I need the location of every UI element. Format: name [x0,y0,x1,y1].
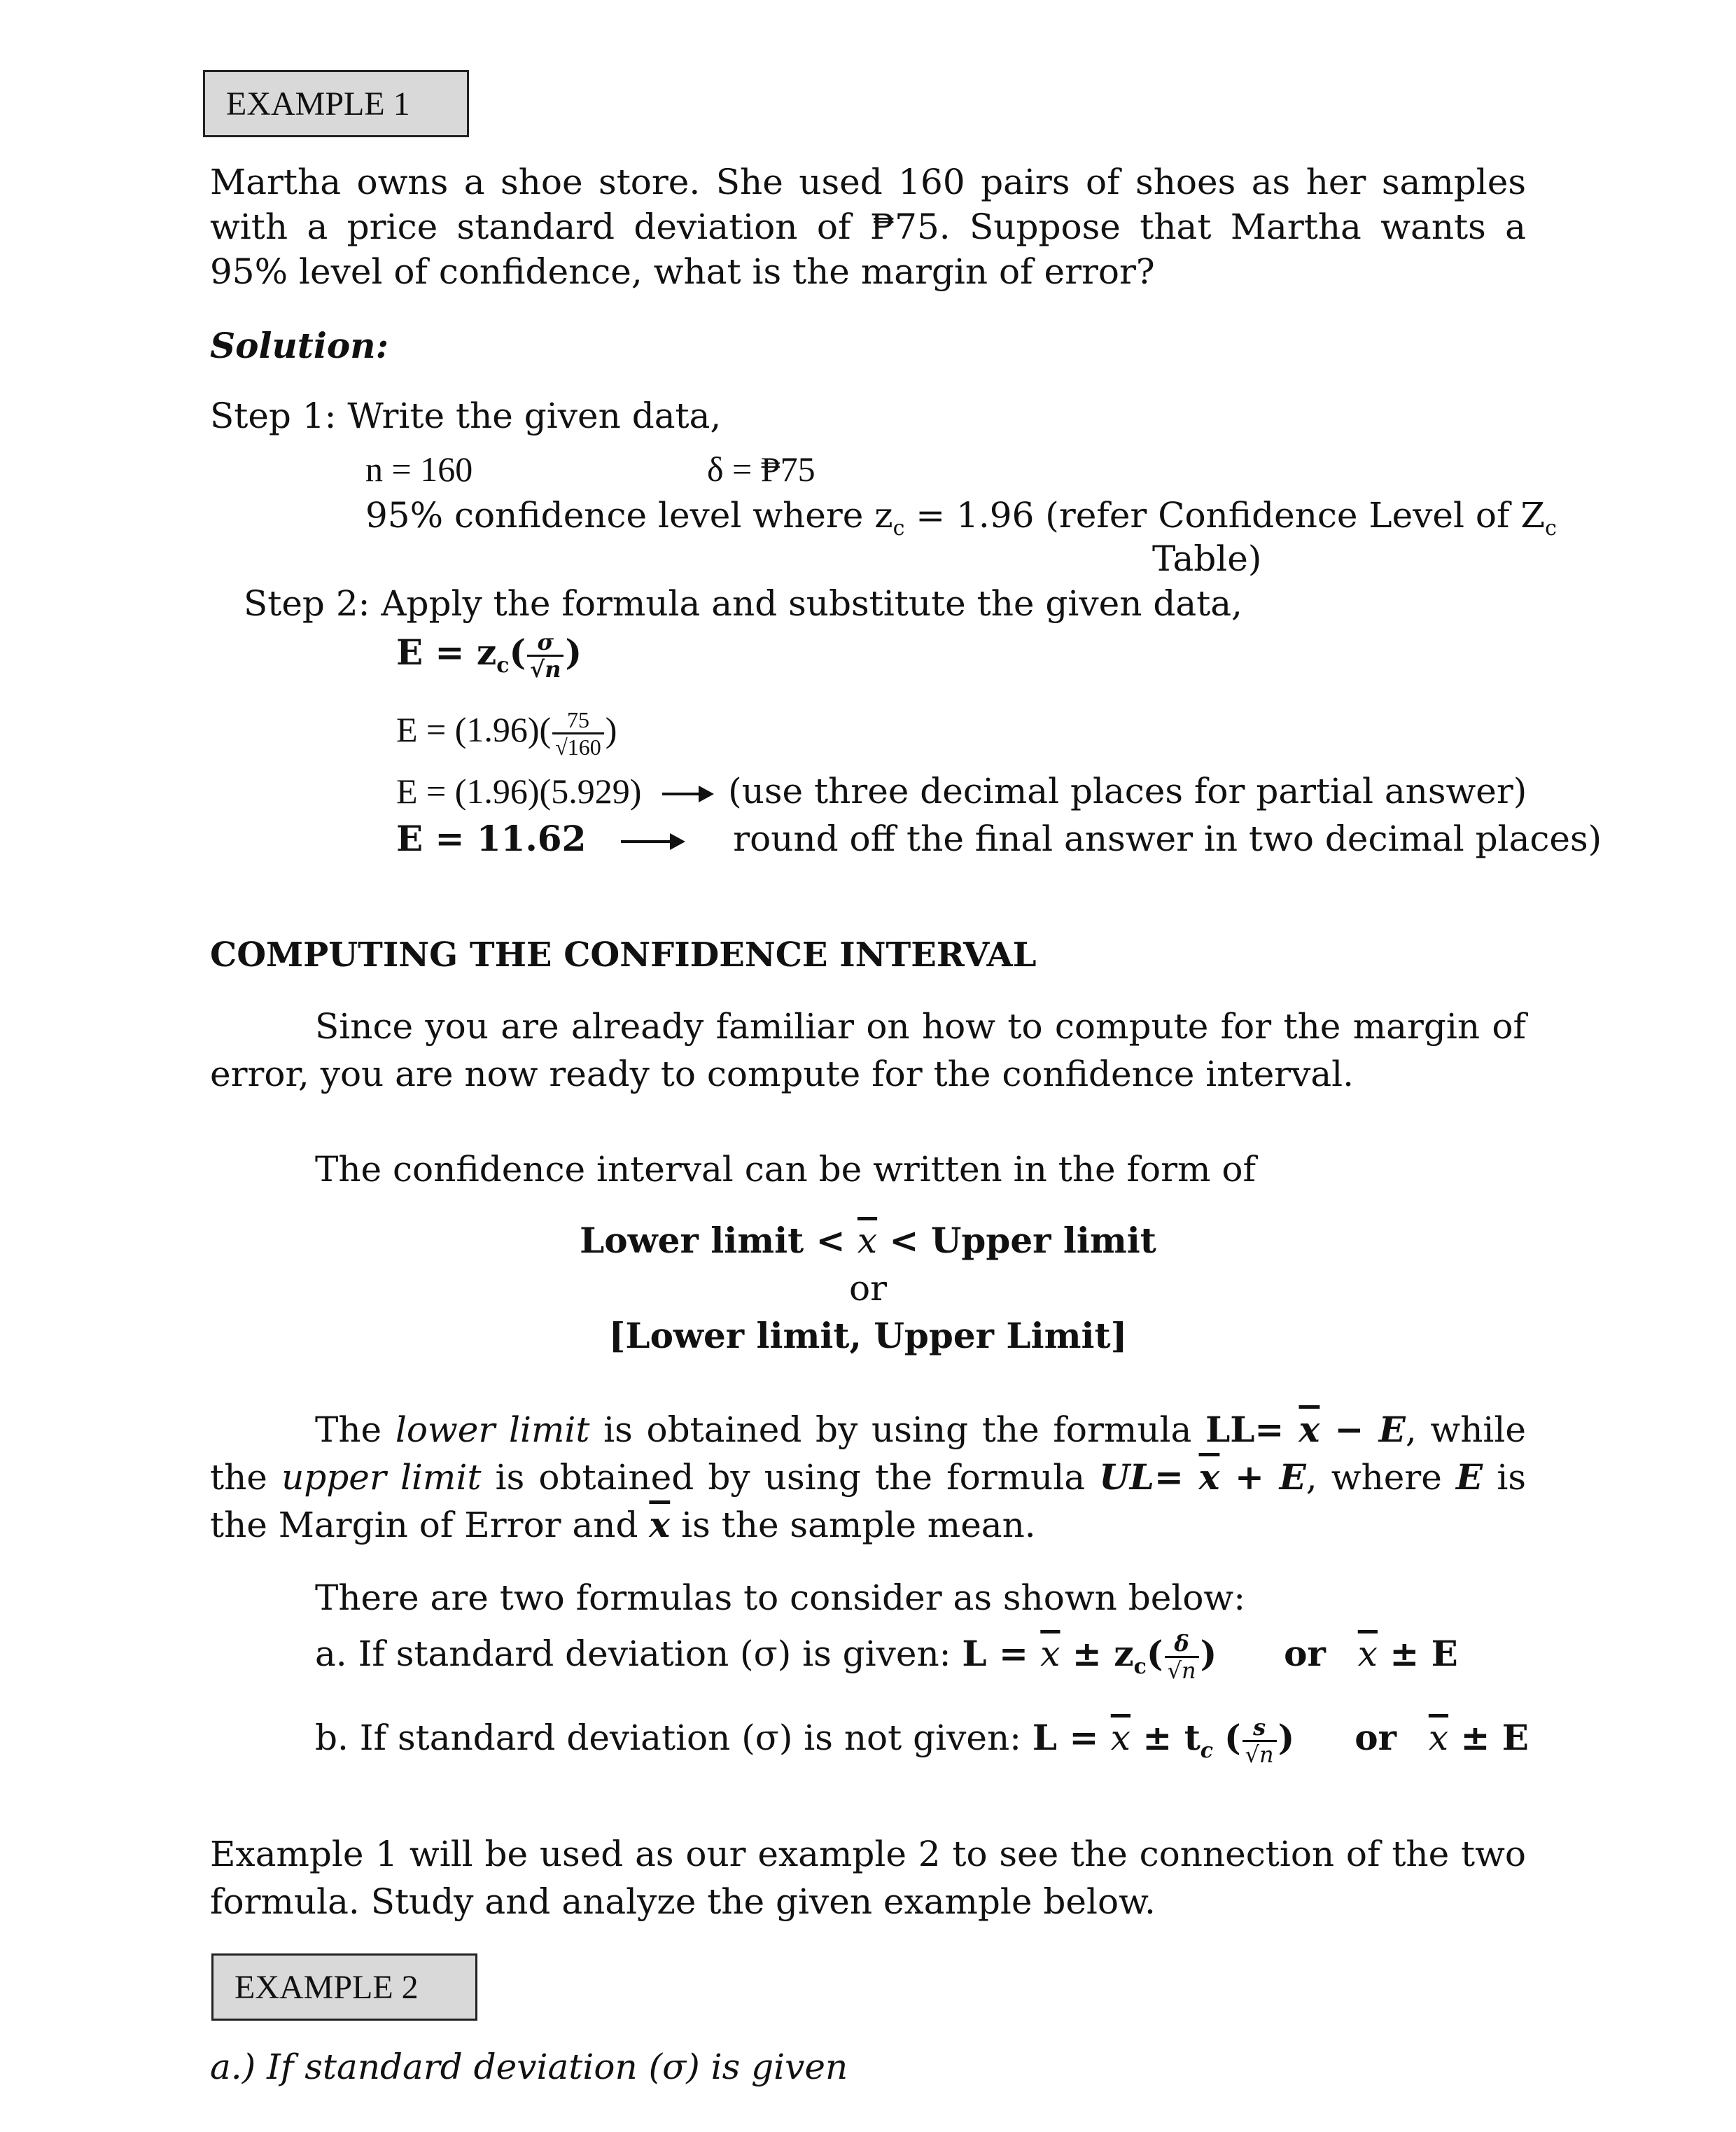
section-heading: COMPUTING THE CONFIDENCE INTERVAL [210,935,1037,975]
step1-n: n = 160 [365,450,473,489]
step2-title: Step 2: Apply the formula and substitute the given data, [244,583,1242,624]
ci-limits-paragraph: The lower limit is obtained by using the formula $LL= \overline{x} - E$, while the upper limit is obtained by using the formula $UL= \overline{x} + E$, where E is the Margin of Error and $\overline{x}$ is the sample mean. [210,1409,1526,1545]
example1-problem: Martha owns a shoe store. She used 160 pairs of shoes as her samples with a price standard deviation of ₱75. Suppose that Martha wants a 95% level of confidence, what is the margin of error? [210,162,1526,292]
ci-form-or: or [848,1268,887,1309]
step1-title: Step 1: Write the given data, [210,396,722,436]
arrow-icon [662,793,711,795]
arrow-icon [621,840,682,843]
step2-formula: $E = z_c$( $\frac{\sigma}{√n}$ ) [396,628,582,683]
ci-form-1: Lower limit < $\overline{x}$ < Upper limit [580,1220,1156,1261]
example2-subtitle: a.) If standard deviation (σ) is given [210,2047,848,2087]
step2-substitution-1: E = (1.96)( $\frac{75}{√160}$ ) [396,707,617,760]
ci-intro: Since you are already familiar on how to compute for the margin of error, you are now ready to compute for the confidence interval. [210,1006,1526,1094]
step2-final: E = 11.62 round off the final answer in two decimal places) [396,818,1602,859]
formula-b: b. If standard deviation (σ) is not given: $L = \overline{x} \pm t_c$ ( $\frac{s}{√n}$ ) or $\overline{x} \pm E$ [315,1713,1529,1768]
two-formulas-intro: There are two formulas to consider as shown below: [315,1577,1246,1618]
ci-form-intro: The confidence interval can be written in the form of [315,1149,1256,1190]
example1-label: EXAMPLE 1 [203,70,469,137]
connection-paragraph: Example 1 will be used as our example 2 to see the connection of the two formula. Study and analyze the given example below. [210,1834,1526,1922]
ci-form-2: [Lower limit, Upper Limit] [608,1315,1128,1356]
step2-substitution-2: E = (1.96)(5.929) (use three decimal places for partial answer) [396,771,1527,811]
step1-delta: δ = ₱75 [707,450,816,489]
example2-label: EXAMPLE 2 [211,1953,477,2021]
step1-table: Table) [1152,538,1262,579]
step1-confidence: 95% confidence level where $z_c = 1.96$ (refer Confidence Level of $Z_c$ [365,495,1557,541]
solution-label: Solution: [210,325,389,366]
formula-a: a. If standard deviation (σ) is given: $L = \overline{x} \pm z_c$( $\frac{\delta}{√n}$ ) or $\overline{x} \pm E$ [315,1629,1458,1684]
